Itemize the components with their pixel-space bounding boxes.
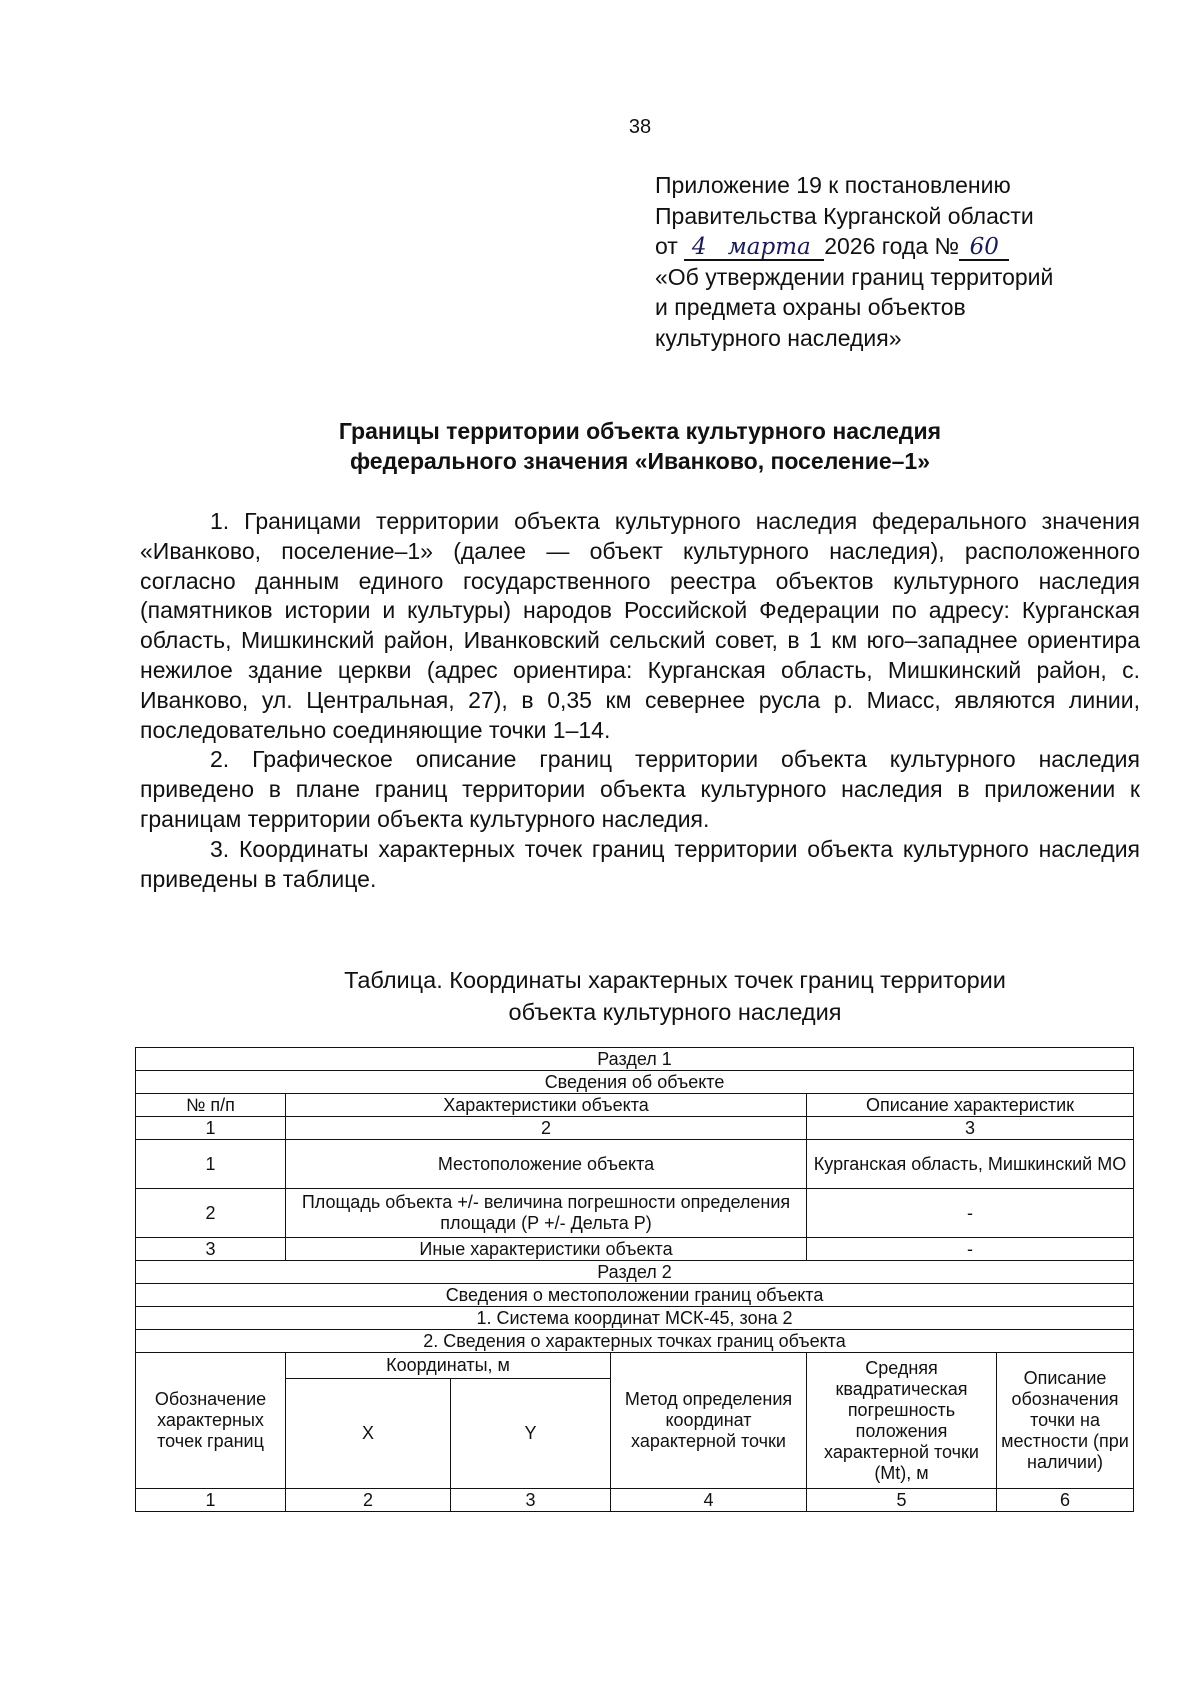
handwritten-month: марта [714, 235, 824, 261]
error-header: Средняя квадратическая погрешность положения характерной точки (Mt), м [807, 1353, 997, 1489]
description-header: Описание обозначения точки на местности (при наличии) [997, 1353, 1134, 1489]
body-text [140, 507, 1140, 894]
column-number: 6 [997, 1489, 1134, 1512]
points-title: 2. Сведения о характерных точках границ объекта [136, 1330, 1134, 1353]
column-number: 3 [451, 1489, 611, 1512]
appendix-line: Правительства Курганской области [655, 202, 1034, 229]
page-number: 38 [628, 116, 652, 138]
appendix-from: от [655, 233, 678, 259]
appendix-date-line [655, 231, 1053, 262]
row-number: 1 [136, 1140, 286, 1189]
header-number: 2 [286, 1117, 807, 1140]
paragraph: 1. Границами территории объекта культурного наследия федерального значения «Иванково, поселение–1» (далее — объект культурного наследия), расположенного согласно данным единого государственного реестра объектов культурного наследия (памятников истории и культуры) народов Российской Федерации по адресу: Курганская область, Мишкинский район, Иванковский сельский совет, в 1 км юго–западнее ориентира нежилое здание церкви (адрес ориентира: Курганская область, Мишкинский район, с. Иванково, ул. Центральная, 27), в 0,35 км севернее русла р. Миасс, являются линии, последовательно соединяющие точки 1–14. [140, 508, 1140, 743]
row-characteristic: Площадь объекта +/- величина погрешности определения площади (Р +/- Дельта Р) [286, 1189, 807, 1238]
table-header: Описание характеристик [807, 1094, 1134, 1117]
table-header: Характеристики объекта [286, 1094, 807, 1117]
row-characteristic: Иные характеристики объекта [286, 1238, 807, 1261]
table-row [136, 1140, 1134, 1189]
handwritten-number: 60 [959, 235, 1009, 261]
section-subtitle: Сведения о местоположении границ объекта [136, 1284, 1134, 1307]
appendix-block [655, 170, 1053, 353]
table-row [136, 1238, 1134, 1261]
appendix-line: и предмета охраны объектов [655, 294, 966, 320]
row-number: 3 [136, 1238, 286, 1261]
row-characteristic: Местоположение объекта [286, 1140, 807, 1189]
paragraph: 2. Графическое описание границ территории объекта культурного наследия приведено в плане границ территории объекта культурного наследия в приложении к границам территории объекта культурного наследия. [140, 746, 1140, 832]
section-title: Раздел 1 [136, 1048, 1134, 1071]
title-line: федерального значения «Иванково, поселение–1» [349, 448, 931, 474]
section-subtitle: Сведения об объекте [136, 1071, 1134, 1094]
column-number: 2 [286, 1489, 451, 1512]
column-number: 4 [611, 1489, 807, 1512]
appendix-line: культурного наследия» [655, 324, 902, 351]
caption-line: объекта культурного наследия [508, 999, 842, 1025]
method-header: Метод определения координат характерной точки [611, 1353, 807, 1489]
column-number: 1 [136, 1489, 286, 1512]
coordinate-system: 1. Система координат МСК-45, зона 2 [136, 1307, 1134, 1330]
coords-header: Координаты, м [286, 1353, 611, 1379]
appendix-line: Приложение 19 к постановлению [655, 172, 1011, 198]
handwritten-day: 4 [684, 235, 714, 261]
coordinates-table [135, 1047, 1134, 1512]
paragraph: 3. Координаты характерных точек границ территории объекта культурного наследия приведены в таблице. [140, 835, 1140, 892]
appendix-year: 2026 года № [824, 233, 960, 259]
column-number: 5 [807, 1489, 997, 1512]
table-caption [135, 964, 1200, 1028]
document-title [135, 416, 1145, 476]
row-description: - [807, 1238, 1134, 1261]
x-header: X [286, 1379, 451, 1489]
section-title: Раздел 2 [136, 1261, 1134, 1284]
row-description: - [807, 1189, 1134, 1238]
table-header: № п/п [136, 1094, 286, 1117]
row-number: 2 [136, 1189, 286, 1238]
caption-line: Таблица. Координаты характерных точек границ территории [344, 967, 1006, 993]
header-number: 3 [807, 1117, 1134, 1140]
title-line: Границы территории объекта культурного наследия [338, 418, 942, 444]
table-row [136, 1189, 1134, 1238]
y-header: Y [451, 1379, 611, 1489]
designation-header: Обозначение характерных точек границ [136, 1353, 286, 1489]
header-number: 1 [136, 1117, 286, 1140]
appendix-line: «Об утверждении границ территорий [655, 263, 1054, 290]
row-description: Курганская область, Мишкинский МО [807, 1140, 1134, 1189]
